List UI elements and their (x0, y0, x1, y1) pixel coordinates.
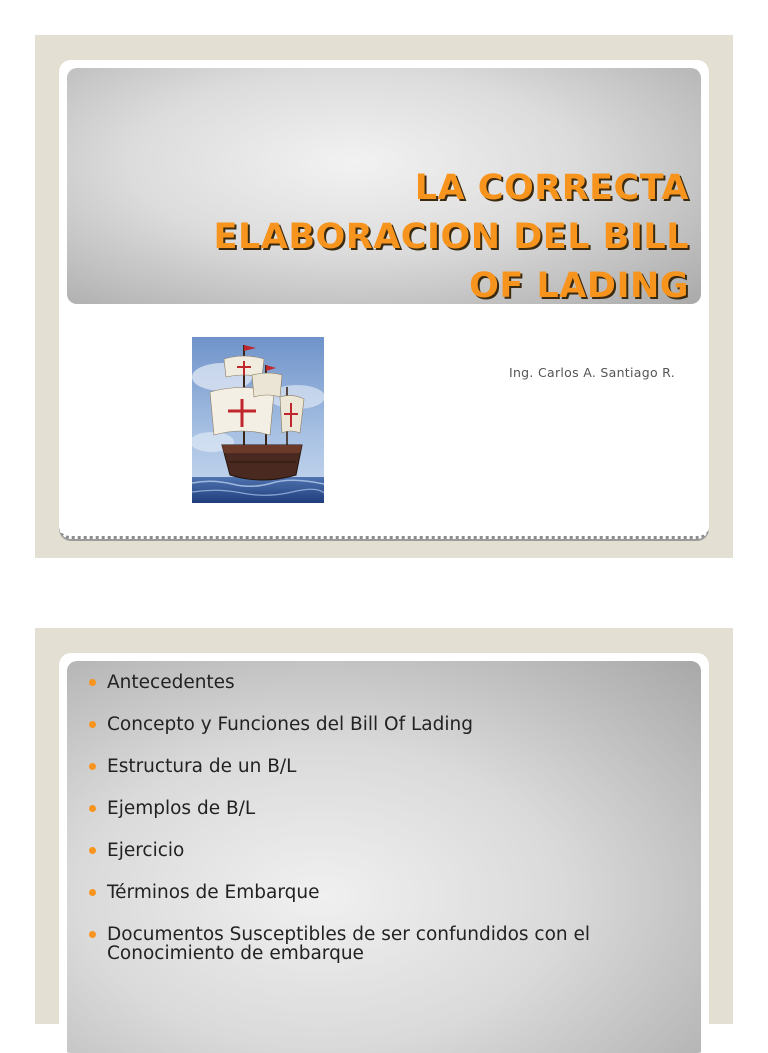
ship-image (192, 337, 324, 503)
list-item-text: Antecedentes (107, 672, 235, 693)
list-item (87, 925, 687, 963)
list-item-text: Estructura de un B/L (107, 756, 297, 777)
slide-2 (35, 628, 733, 1024)
list-item (87, 715, 687, 734)
bullet-icon (89, 679, 96, 686)
list-item-text: Documentos Susceptibles de ser confundidos con el Conocimiento de embarque (107, 924, 591, 964)
list-item-text: Ejercicio (107, 840, 185, 861)
slide-1-card (59, 60, 709, 539)
title-line-3: OF LADING (469, 266, 689, 306)
list-item (87, 799, 687, 818)
agenda-list (87, 673, 687, 986)
author-name: Ing. Carlos A. Santiago R. (508, 365, 675, 380)
bullet-icon (89, 847, 96, 854)
bullet-icon (89, 721, 96, 728)
list-item (87, 841, 687, 860)
slide-2-card (59, 653, 709, 1053)
title-line-2: ELABORACION DEL BILL (213, 217, 689, 257)
list-item (87, 883, 687, 902)
bullet-icon (89, 889, 96, 896)
list-item-text: Concepto y Funciones del Bill Of Lading (107, 714, 473, 735)
list-item-text: Términos de Embarque (107, 882, 320, 903)
list-item (87, 673, 687, 692)
slide-1 (35, 35, 733, 558)
list-item-text: Ejemplos de B/L (107, 798, 256, 819)
title-line-1: LA CORRECTA (414, 168, 689, 208)
bullet-icon (89, 805, 96, 812)
slide-title (89, 164, 689, 311)
list-item (87, 757, 687, 776)
content-band (67, 661, 701, 1053)
bullet-icon (89, 931, 96, 938)
bullet-icon (89, 763, 96, 770)
